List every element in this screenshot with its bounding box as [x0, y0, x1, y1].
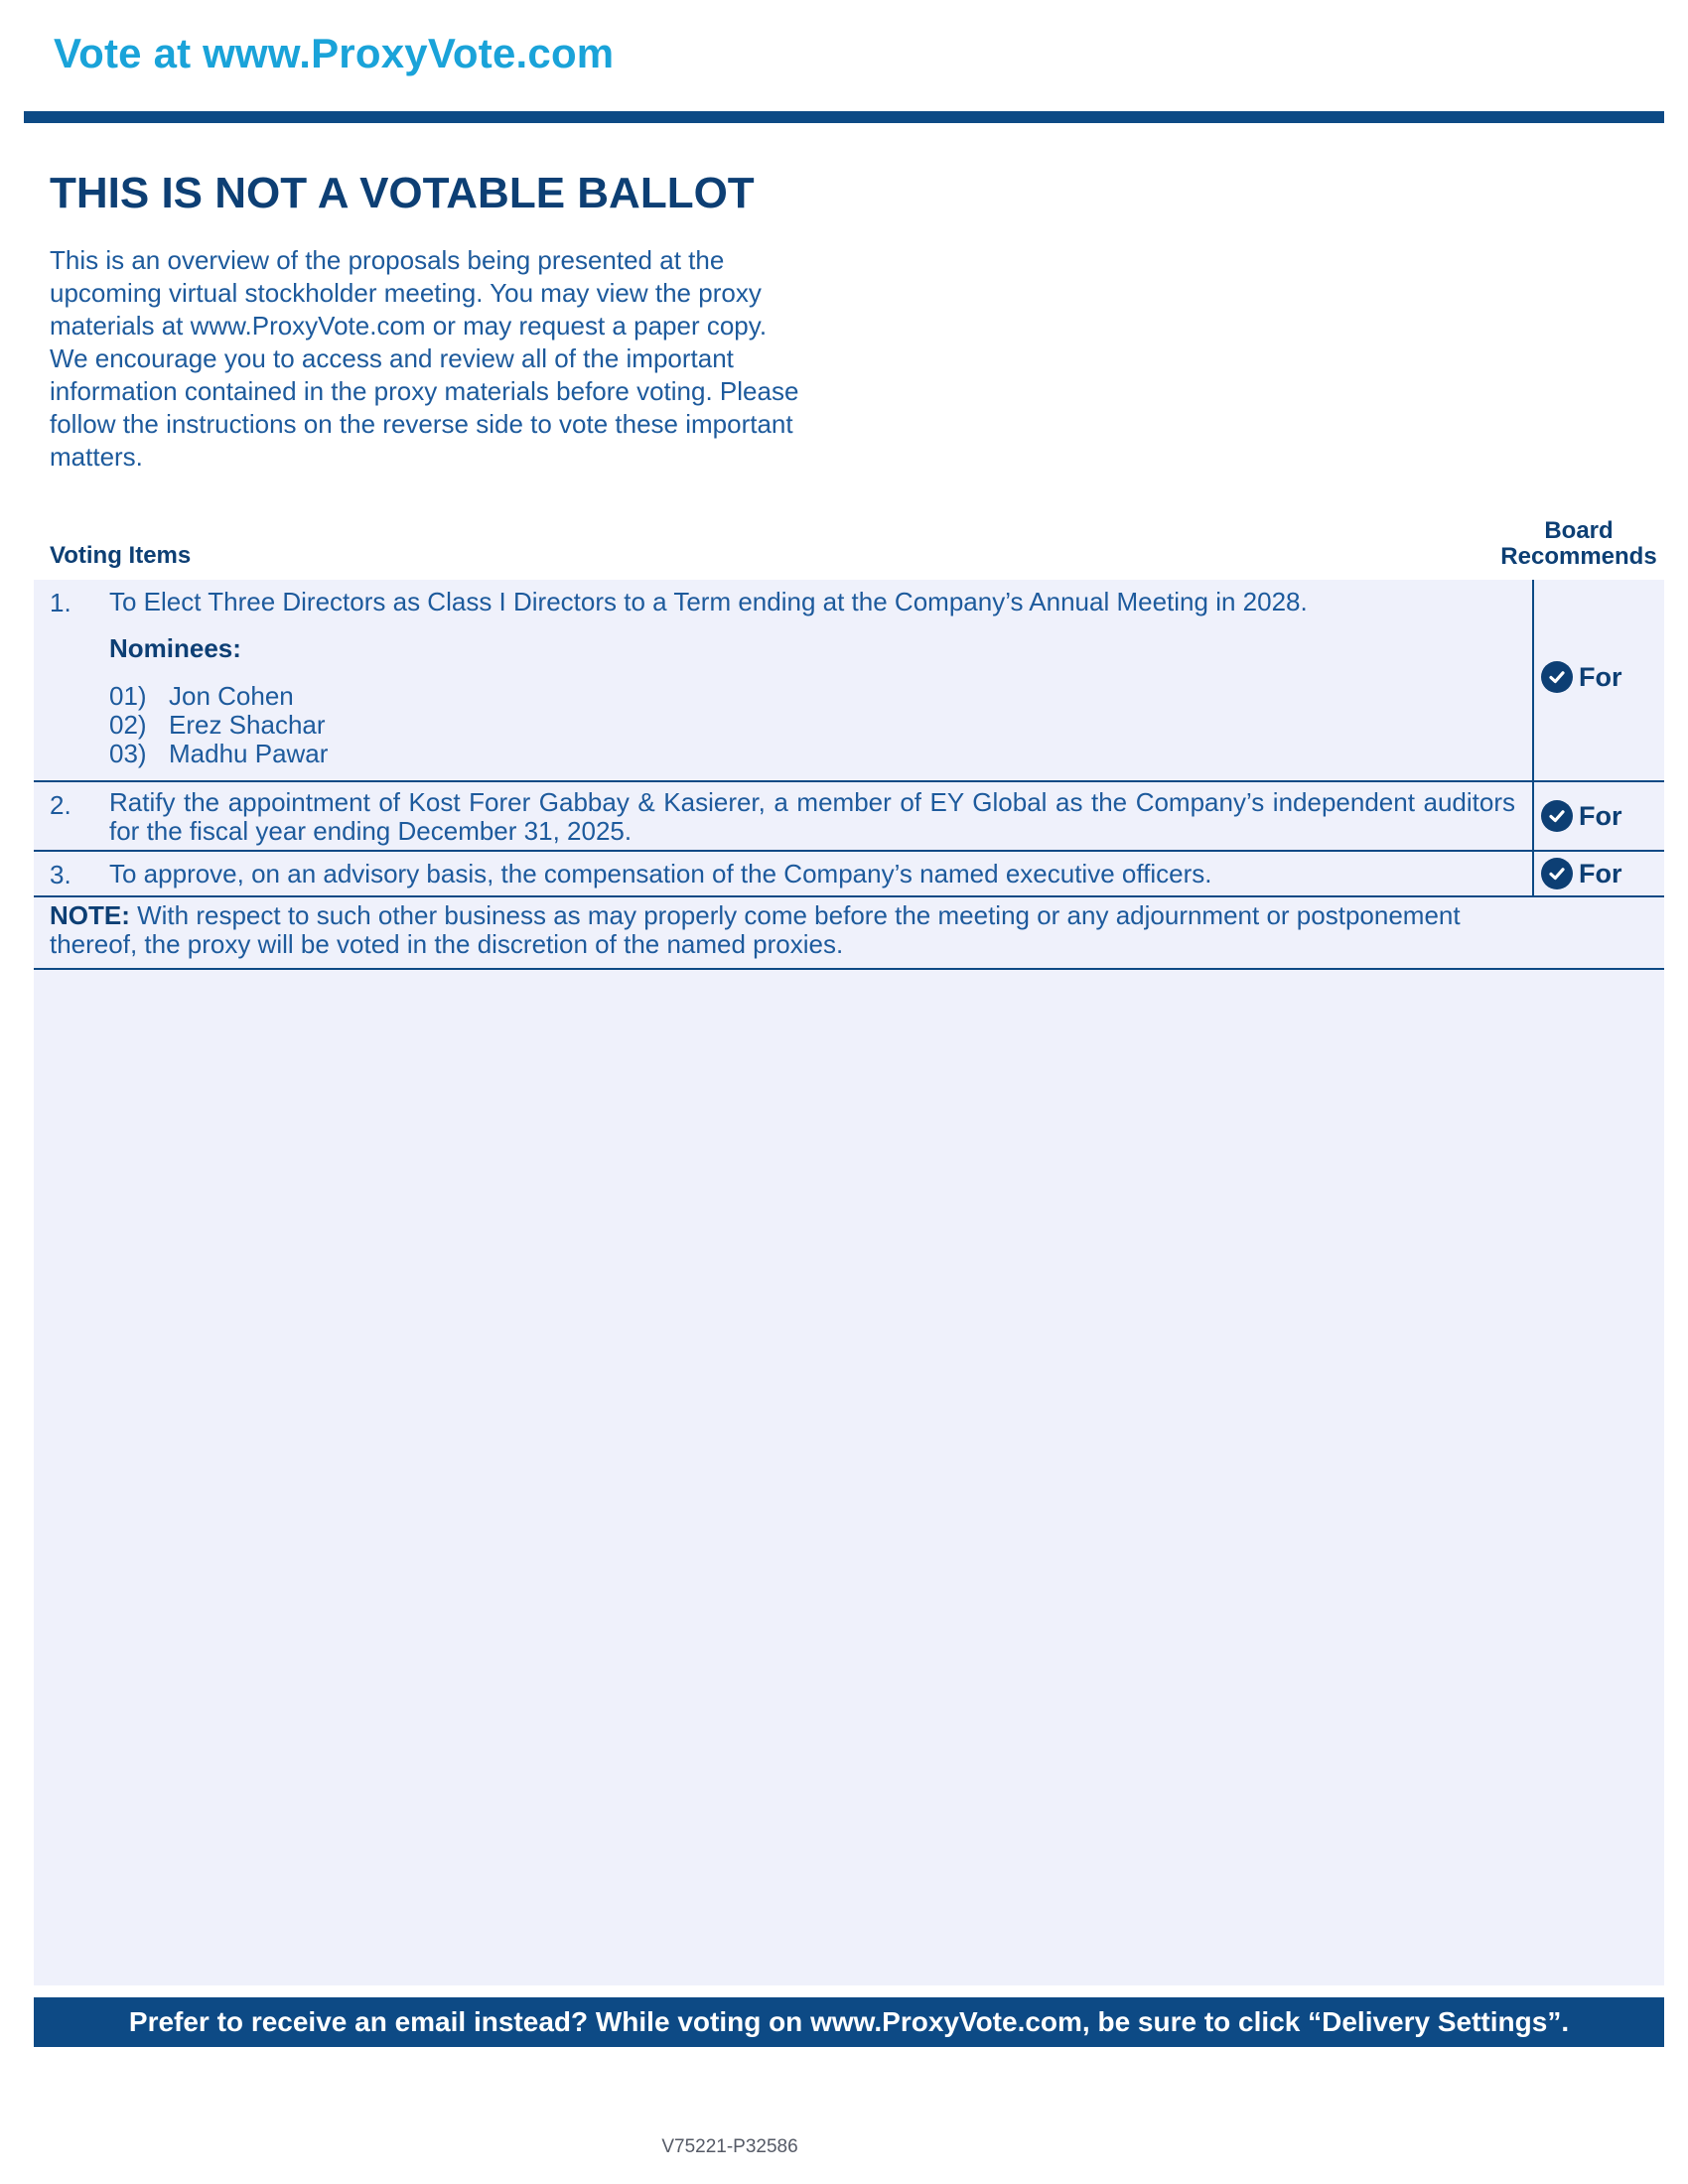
page-title: THIS IS NOT A VOTABLE BALLOT — [50, 169, 755, 217]
voting-items-header: Voting Items — [50, 542, 192, 569]
item-number: 3. — [50, 860, 71, 889]
nominee-code: 01) — [109, 681, 147, 711]
note-divider — [34, 968, 1664, 970]
recommendation-label: For — [1579, 661, 1622, 692]
board-recommends-header — [1489, 518, 1668, 570]
column-divider — [1532, 852, 1534, 895]
column-divider — [1532, 580, 1534, 780]
job-code: V75221-P32586 — [661, 2136, 798, 2157]
voting-item-1 — [34, 580, 1664, 782]
header-title: Vote at www.ProxyVote.com — [54, 30, 615, 76]
item-text: Ratify the appointment of Kost Forer Gabbay & Kasierer, a member of EY Global as the Company’s independent auditors for the fiscal year ending December 31, 2025. — [109, 787, 1515, 846]
nominee-item — [109, 710, 326, 741]
recommendation-label: For — [1579, 800, 1622, 831]
nominee-item — [109, 681, 294, 712]
board-recommendation — [1541, 858, 1622, 889]
nominee-code: 03) — [109, 739, 147, 768]
board-header-line1: Board — [1544, 517, 1614, 544]
item-number: 2. — [50, 790, 71, 820]
item-number: 1. — [50, 588, 71, 617]
nominee-name: Jon Cohen — [169, 681, 294, 711]
delivery-settings-banner: Prefer to receive an email instead? While voting on www.ProxyVote.com, be sure to click “Delivery Settings”. — [34, 1997, 1664, 2047]
column-divider — [1532, 782, 1534, 850]
checkmark-icon — [1541, 858, 1573, 889]
note-label: NOTE: — [50, 900, 130, 930]
nominee-code: 02) — [109, 710, 147, 740]
intro-paragraph: This is an overview of the proposals being presented at the upcoming virtual stockholder meeting. You may view the proxy materials at www.ProxyVote.com or may request a paper copy. We encourage you to access and review all of the important information contained in the proxy materials before voting. Please follow the instructions on the reverse side to vote these important matters. — [50, 245, 799, 472]
checkmark-icon — [1541, 661, 1573, 693]
board-recommendation — [1541, 800, 1622, 832]
board-recommendation — [1541, 661, 1622, 693]
nominee-name: Erez Shachar — [169, 710, 326, 740]
board-header-line2: Recommends — [1500, 543, 1657, 570]
voting-item-3 — [34, 852, 1664, 897]
item-text: To Elect Three Directors as Class I Directors to a Term ending at the Company’s Annual Meeting in 2028. — [109, 587, 1308, 616]
item-text: To approve, on an advisory basis, the compensation of the Company’s named executive officers. — [109, 859, 1212, 888]
voting-item-2 — [34, 782, 1664, 852]
nominee-item — [109, 739, 328, 769]
checkmark-icon — [1541, 800, 1573, 832]
nominees-label: Nominees: — [109, 633, 241, 663]
header-rule — [24, 111, 1664, 123]
note-body: With respect to such other business as may properly come before the meeting or any adjournment or postponement thereof, the proxy will be voted in the discretion of the named proxies. — [50, 900, 1461, 959]
recommendation-label: For — [1579, 858, 1622, 888]
nominee-name: Madhu Pawar — [169, 739, 329, 768]
note-text — [50, 901, 1479, 959]
